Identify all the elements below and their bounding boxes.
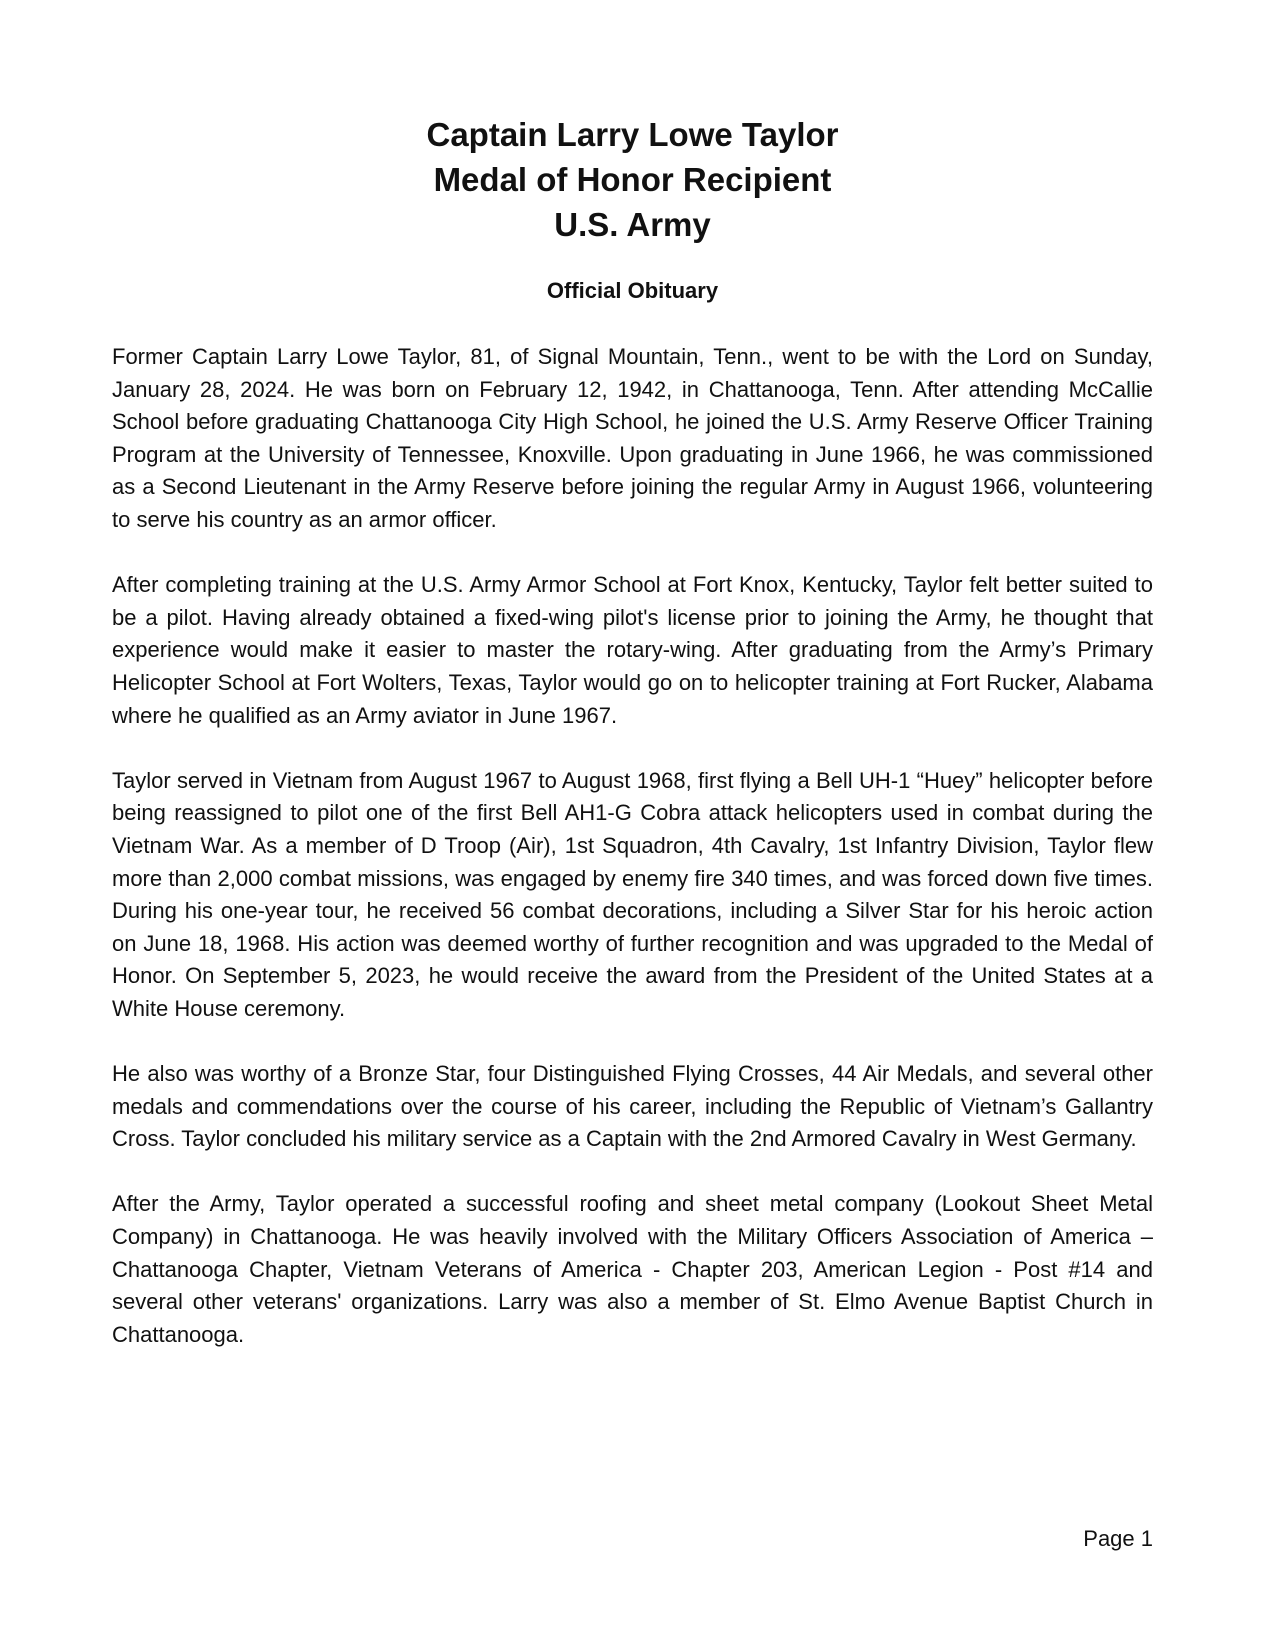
paragraph-training: After completing training at the U.S. Army Armor School at Fort Knox, Kentucky, Taylor felt better suited to be a pilot. Having already obtained a fixed-wing pilot's license prior to joining the Army, he thought that experience would make it easier to master the rotary-wing. After graduating from the Army’s Primary Helicopter School at Fort Wolters, Texas, Taylor would go on to helicopter training at Fort Rucker, Alabama where he qualified as an Army aviator in June 1967. xyxy=(112,572,1153,728)
subtitle: Official Obituary xyxy=(546,278,719,303)
title-honor: Medal of Honor Recipient xyxy=(433,161,832,198)
paragraph-civilian-life: After the Army, Taylor operated a successful roofing and sheet metal company (Lookout Sheet Metal Company) in Chattanooga. He was heavily involved with the Military Officers Association of America – Chattanooga Chapter, Vietnam Veterans of America - Chapter 203, American Legion - Post #14 and several other veterans' organizations. Larry was also a member of St. Elmo Avenue Baptist Church in Chattanooga. xyxy=(112,1191,1153,1347)
paragraph-vietnam-service: Taylor served in Vietnam from August 1967 to August 1968, first flying a Bell UH-1 “Huey” helicopter before being reassigned to pilot one of the first Bell AH1-G Cobra attack helicopters used in combat during the Vietnam War. As a member of D Troop (Air), 1st Squadron, 4th Cavalry, 1st Infantry Division, Taylor flew more than 2,000 combat missions, was engaged by enemy fire 340 times, and was forced down five times. During his one-year tour, he received 56 combat decorations, including a Silver Star for his heroic action on June 18, 1968. His action was deemed worthy of further recognition and was upgraded to the Medal of Honor. On September 5, 2023, he would receive the award from the President of the United States at a White House ceremony. xyxy=(112,767,1153,1021)
title-branch: U.S. Army xyxy=(554,206,711,243)
title-name: Captain Larry Lowe Taylor xyxy=(426,116,839,153)
paragraph-decorations: He also was worthy of a Bronze Star, four Distinguished Flying Crosses, 44 Air Medals, and several other medals and commendations over the course of his career, including the Republic of Vietnam’s Gallantry Cross. Taylor concluded his military service as a Captain with the 2nd Armored Cavalry in West Germany. xyxy=(112,1061,1153,1152)
title-block xyxy=(0,112,1265,247)
page-number: Page 1 xyxy=(1083,1526,1153,1551)
obituary-body xyxy=(112,341,1153,1384)
paragraph-early-life: Former Captain Larry Lowe Taylor, 81, of Signal Mountain, Tenn., went to be with the Lord on Sunday, January 28, 2024. He was born on February 12, 1942, in Chattanooga, Tenn. After attending McCallie School before graduating Chattanooga City High School, he joined the U.S. Army Reserve Officer Training Program at the University of Tennessee, Knoxville. Upon graduating in June 1966, he was commissioned as a Second Lieutenant in the Army Reserve before joining the regular Army in August 1966, volunteering to serve his country as an armor officer. xyxy=(112,344,1153,532)
